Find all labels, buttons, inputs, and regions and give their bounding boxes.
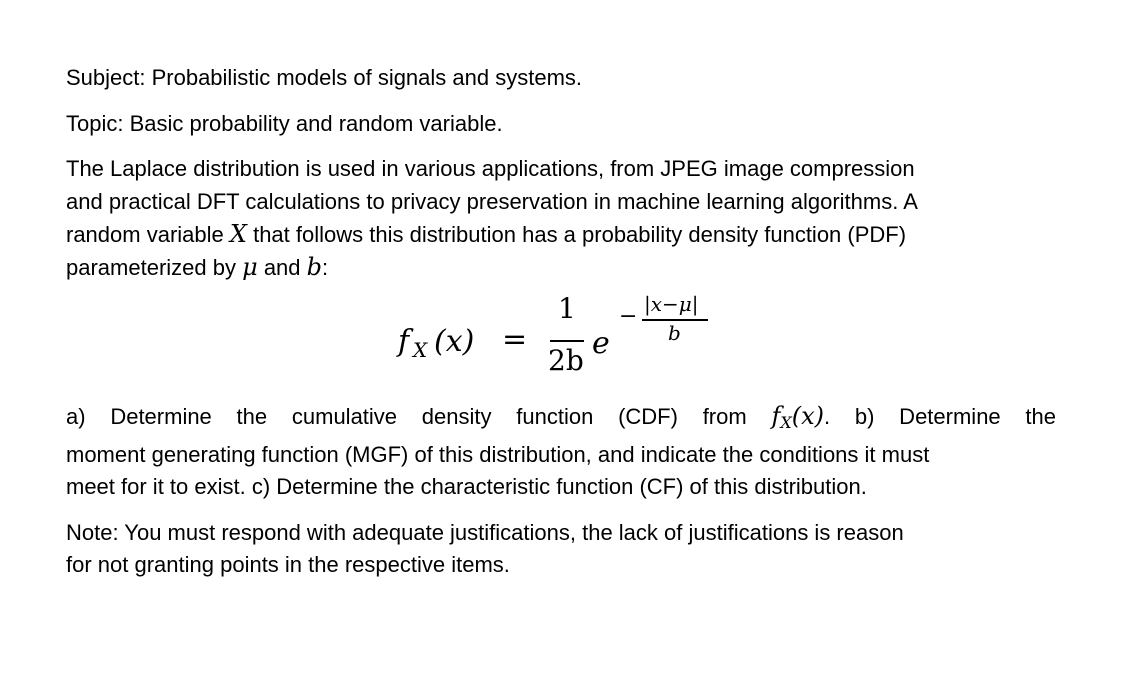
subject-line: Subject: Probabilistic models of signals and systems. — [66, 65, 583, 90]
intro-line-3 — [66, 218, 1056, 251]
intro-line-2: and practical DFT calculations to privacy preservation in machine learning algorithms. A — [66, 189, 918, 214]
eq-subscript-x: X — [413, 338, 428, 362]
eq-equals: = — [502, 322, 528, 357]
eq-base-e: e — [592, 326, 610, 361]
random-variable-symbol: X — [229, 220, 247, 248]
question-text: a) Determine the cumulative density function (CDF) from — [66, 404, 772, 429]
document-body — [66, 62, 1056, 581]
question-line-2: moment generating function (MGF) of this distribution, and indicate the conditions it must — [66, 442, 930, 467]
questions-paragraph — [66, 400, 1056, 503]
intro-line-1: The Laplace distribution is used in various applications, from JPEG image compression — [66, 156, 915, 181]
fx-symbol: f — [771, 402, 781, 430]
fx-subscript: X — [780, 413, 792, 432]
pdf-equation-block — [66, 288, 1056, 400]
intro-paragraph — [66, 152, 1056, 284]
note-paragraph — [66, 517, 1056, 581]
eq-fraction-bar — [550, 340, 584, 342]
eq-exp-numerator: |x−μ| — [644, 292, 699, 316]
mu-symbol: μ — [242, 253, 258, 281]
eq-f: f — [398, 324, 410, 359]
note-line-1: Note: You must respond with adequate justifications, the lack of justifications is reason — [66, 520, 904, 545]
intro-text: that follows this distribution has a probability density function (PDF) — [246, 222, 907, 247]
intro-text: and — [257, 255, 307, 280]
intro-text: random variable — [66, 222, 230, 247]
eq-numerator: 1 — [558, 292, 576, 325]
question-text: . b) Determine the — [824, 404, 1057, 429]
note-line-2: for not granting points in the respective items. — [66, 552, 510, 577]
eq-exp-denominator: b — [668, 321, 681, 345]
topic-line: Topic: Basic probability and random variable. — [66, 111, 503, 136]
eq-argument: (x) — [434, 324, 475, 359]
intro-line-4 — [66, 251, 1056, 284]
fx-argument: (x) — [791, 402, 824, 430]
question-line-1 — [66, 400, 1056, 439]
intro-text: parameterized by — [66, 255, 243, 280]
b-symbol: b — [306, 253, 323, 281]
intro-text: : — [322, 255, 329, 280]
eq-exp-sign: − — [619, 304, 638, 329]
pdf-equation — [398, 292, 758, 392]
eq-denominator: 2b — [548, 344, 584, 377]
question-line-3: meet for it to exist. c) Determine the characteristic function (CF) of this distribution. — [66, 474, 867, 499]
